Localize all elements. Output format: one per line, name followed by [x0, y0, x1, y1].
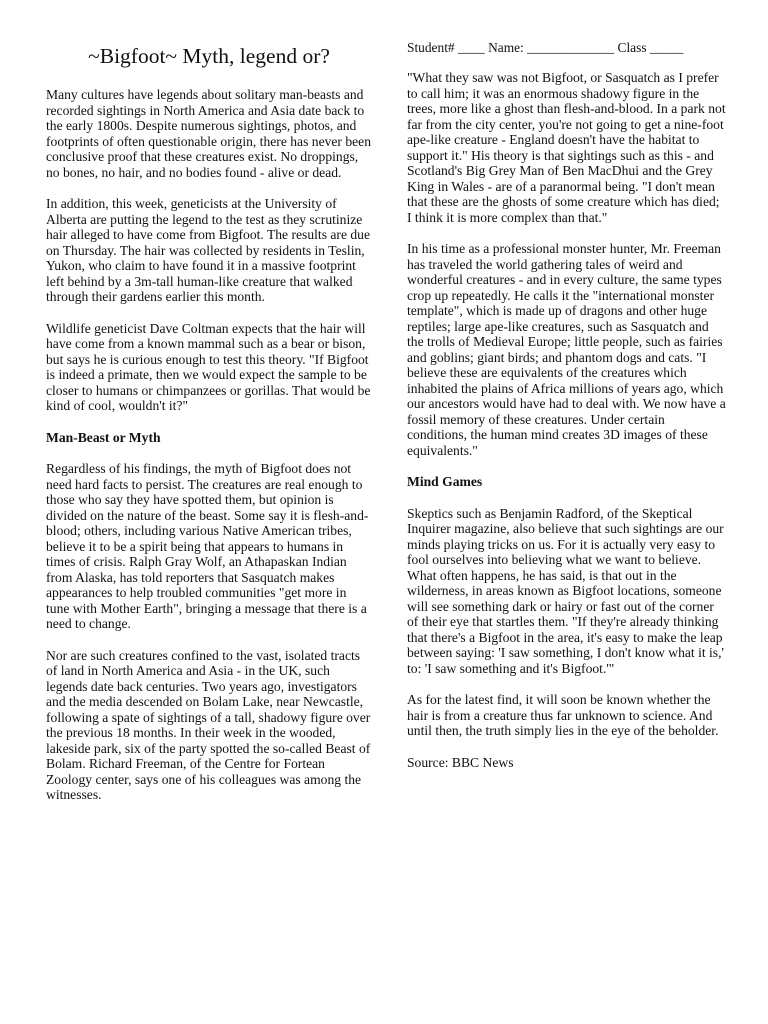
paragraph: Regardless of his findings, the myth of Bigfoot does not need hard facts to persist. The creatures are real enough to those who say they have spotted them, but opinion is divided on the nature of the beast. Some say it is flesh-and-blood; others, including various Native American tribes, believe it to be a spirit being that appears to humans in times of crisis. Ralph Gray Wolf, an Athapaskan Indian from Alaska, has told reporters that Sasquatch makes appearances to help troubled communities "get more in tune with Mother Earth", bringing a message that there is a need to change. — [46, 461, 369, 631]
paragraph: "What they saw was not Bigfoot, or Sasquatch as I prefer to call him; it was an enormous shadowy figure in the trees, more like a ghost than flesh-and-blood. In a park not far from the city center, you're not going to get a nine-foot ape-like creature - England doesn't have the habitat to support it." His theory is that sightings such as this - and Scotland's Big Grey Man of Ben MacDhui and the Grey King in Wales - are of a paranormal being. "I don't mean that these are the ghosts of some creature which has died; I think it is more complex than that." — [407, 70, 726, 225]
paragraph: Nor are such creatures confined to the vast, isolated tracts of land in North America and Asia - in the UK, such legends date back centuries. Two years ago, investigators and the media descended on Bolam Lake, near Newcastle, following a spate of sightings of a tall, shadowy figure over the previous 18 months. In their week in the wooded, lakeside park, six of the party spotted the so-called Beast of Bolam. Richard Freeman, of the Centre for Fortean Zoology center, says one of his colleagues was among the witnesses. — [46, 647, 371, 802]
right-column — [407, 38, 727, 786]
paragraph: In addition, this week, geneticists at the University of Alberta are putting the legend to the test as they scrutinize hair alleged to have come from Bigfoot. The results are due on Thursday. The hair was collected by residents in Teslin, Yukon, who claim to have found it in a massive footprint left behind by a 3m-tall human-like creature that walked through their gardens earlier this month. — [46, 196, 370, 304]
student-info-line: Student# ____ Name: _____________ Class _____ — [407, 40, 684, 55]
source-credit: Source: BBC News — [407, 754, 514, 770]
paragraph: As for the latest find, it will soon be known whether the hair is from a creature thus far unknown to science. And until then, the truth simply lies in the eye of the beholder. — [407, 692, 719, 738]
paragraph: Wildlife geneticist Dave Coltman expects that the hair will have come from a known mammal such as a bear or bison, but says he is curious enough to test this theory. "If Bigfoot is indeed a primate, then we would expect the sample to be closer to humans or chimpanzees or gorillas. That would be kind of cool, wouldn't it?" — [46, 320, 371, 413]
section-heading-mind-games: Mind Games — [407, 474, 483, 489]
left-column — [46, 38, 372, 819]
page-title: ~Bigfoot~ Myth, legend or? — [88, 44, 330, 68]
paragraph: In his time as a professional monster hunter, Mr. Freeman has traveled the world gathering tales of weird and wonderful creatures - and in every culture, the same types crop up repeatedly. He calls it the "international monster template", which is made up of dragons and other huge reptiles; large ape-like creatures, such as Sasquatch and the trolls of Medieval Europe; little people, such as fairies and goblins; giant birds; and phantom dogs and cats. "I believe these are equivalents of the creatures which inhabited the plains of Africa millions of years ago, which our ancestors would have had to deal with. We now have a fossil memory of these creatures. Under certain conditions, the human mind creates 3D images of these equivalents." — [407, 241, 726, 458]
paragraph: Skeptics such as Benjamin Radford, of the Skeptical Inquirer magazine, also believe that such sightings are our minds playing tricks on us. For it is actually very easy to fool ourselves into believing what we want to believe. What often happens, he has said, is that out in the wilderness, in areas known as Bigfoot locations, someone will see something dark or hairy or fast out of the corner of their eye that startles them. "If they're already thinking that there's a Bigfoot in the area, it's easy to make the leap between saying: 'I saw something, I don't know what it is,' to: 'I saw something and it's Bigfoot.'" — [407, 505, 724, 676]
section-heading-man-beast: Man-Beast or Myth — [46, 429, 161, 445]
paragraph: Many cultures have legends about solitary man-beasts and recorded sightings in North America and Asia date back to the early 1800s. Despite numerous sightings, photos, and footprints of often questionable origin, there has never been conclusive proof that these creatures exist. No droppings, no bones, no hair, and no bodies found - alive or dead. — [46, 87, 372, 180]
